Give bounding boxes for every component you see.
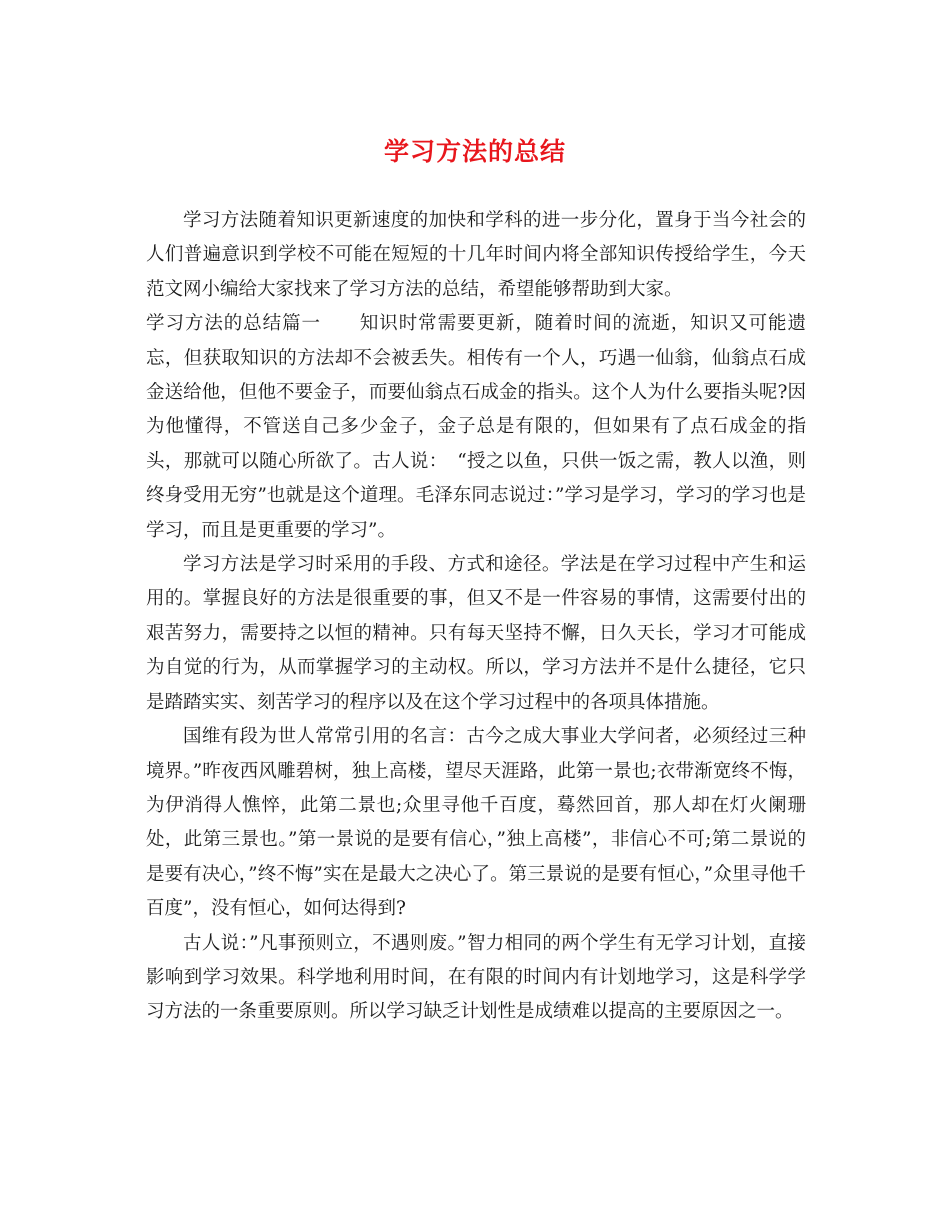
document-title: 学习方法的总结 [383,137,566,166]
paragraph-three-realms: 国维有段为世人常常引用的名言：古今之成大事业大学问者，必须经过三种境界。”昨夜西风雕碧树，独上高楼，望尽天涯路，此第一景也;衣带渐宽终不悔，为伊消得人憔悴，此第二景也;众里寻他千百度，蓦然回首，那人却在灯火阑珊处，此第三景也。”第一景说的是要有信心，”独上高楼”，非信心不可;第二景说的是要有决心，”终不悔”实在是最大之决心了。第三景说的是要有恒心，”众里寻他千百度”，没有恒心，如何达得到? [146,726,806,920]
paragraph-intro: 学习方法随着知识更新速度的加快和学科的进一步分化，置身于当今社会的人们普遍意识到学校不可能在短短的十几年时间内将全部知识传授给学生，今天范文网小编给大家找来了学习方法的总结，希望能够帮助到大家。 [146,210,806,300]
document-body [146,204,806,1030]
paragraph-planning: 古人说：”凡事预则立，不遇则废。”智力相同的两个学生有无学习计划，直接影响到学习效果。科学地利用时间，在有限的时间内有计划地学习，这是科学学习方法的一条重要原则。所以学习缺乏计划性是成绩难以提高的主要原因之一。 [146,932,806,1023]
paragraph-methods: 学习方法是学习时采用的手段、方式和途径。学法是在学习过程中产生和运用的。掌握良好的方法是很重要的事，但又不是一件容易的事情，这需要付出的艰苦努力，需要持之以恒的精神。只有每天坚持不懈，日久天长，学习才可能成为自觉的行为，从而掌握学习的主动权。所以，学习方法并不是什么捷径，它只是踏踏实实、刻苦学习的程序以及在这个学习过程中的各项具体措施。 [146,554,806,713]
paragraph-part-one: 学习方法的总结篇一 知识时常需要更新，随着时间的流逝，知识又可能遗忘，但获取知识的方法却不会被丢失。相传有一个人，巧遇一仙翁，仙翁点石成金送给他，但他不要金子，而要仙翁点石成金的指头。这个人为什么要指头呢?因为他懂得，不管送自己多少金子，金子总是有限的，但如果有了点石成金的指头，那就可以随心所欲了。古人说： “授之以鱼，只供一饭之需，教人以渔，则终身受用无穷”也就是这个道理。毛泽东同志说过：”学习是学习，学习的学习也是学习，而且是更重要的学习”。 [146,313,806,541]
